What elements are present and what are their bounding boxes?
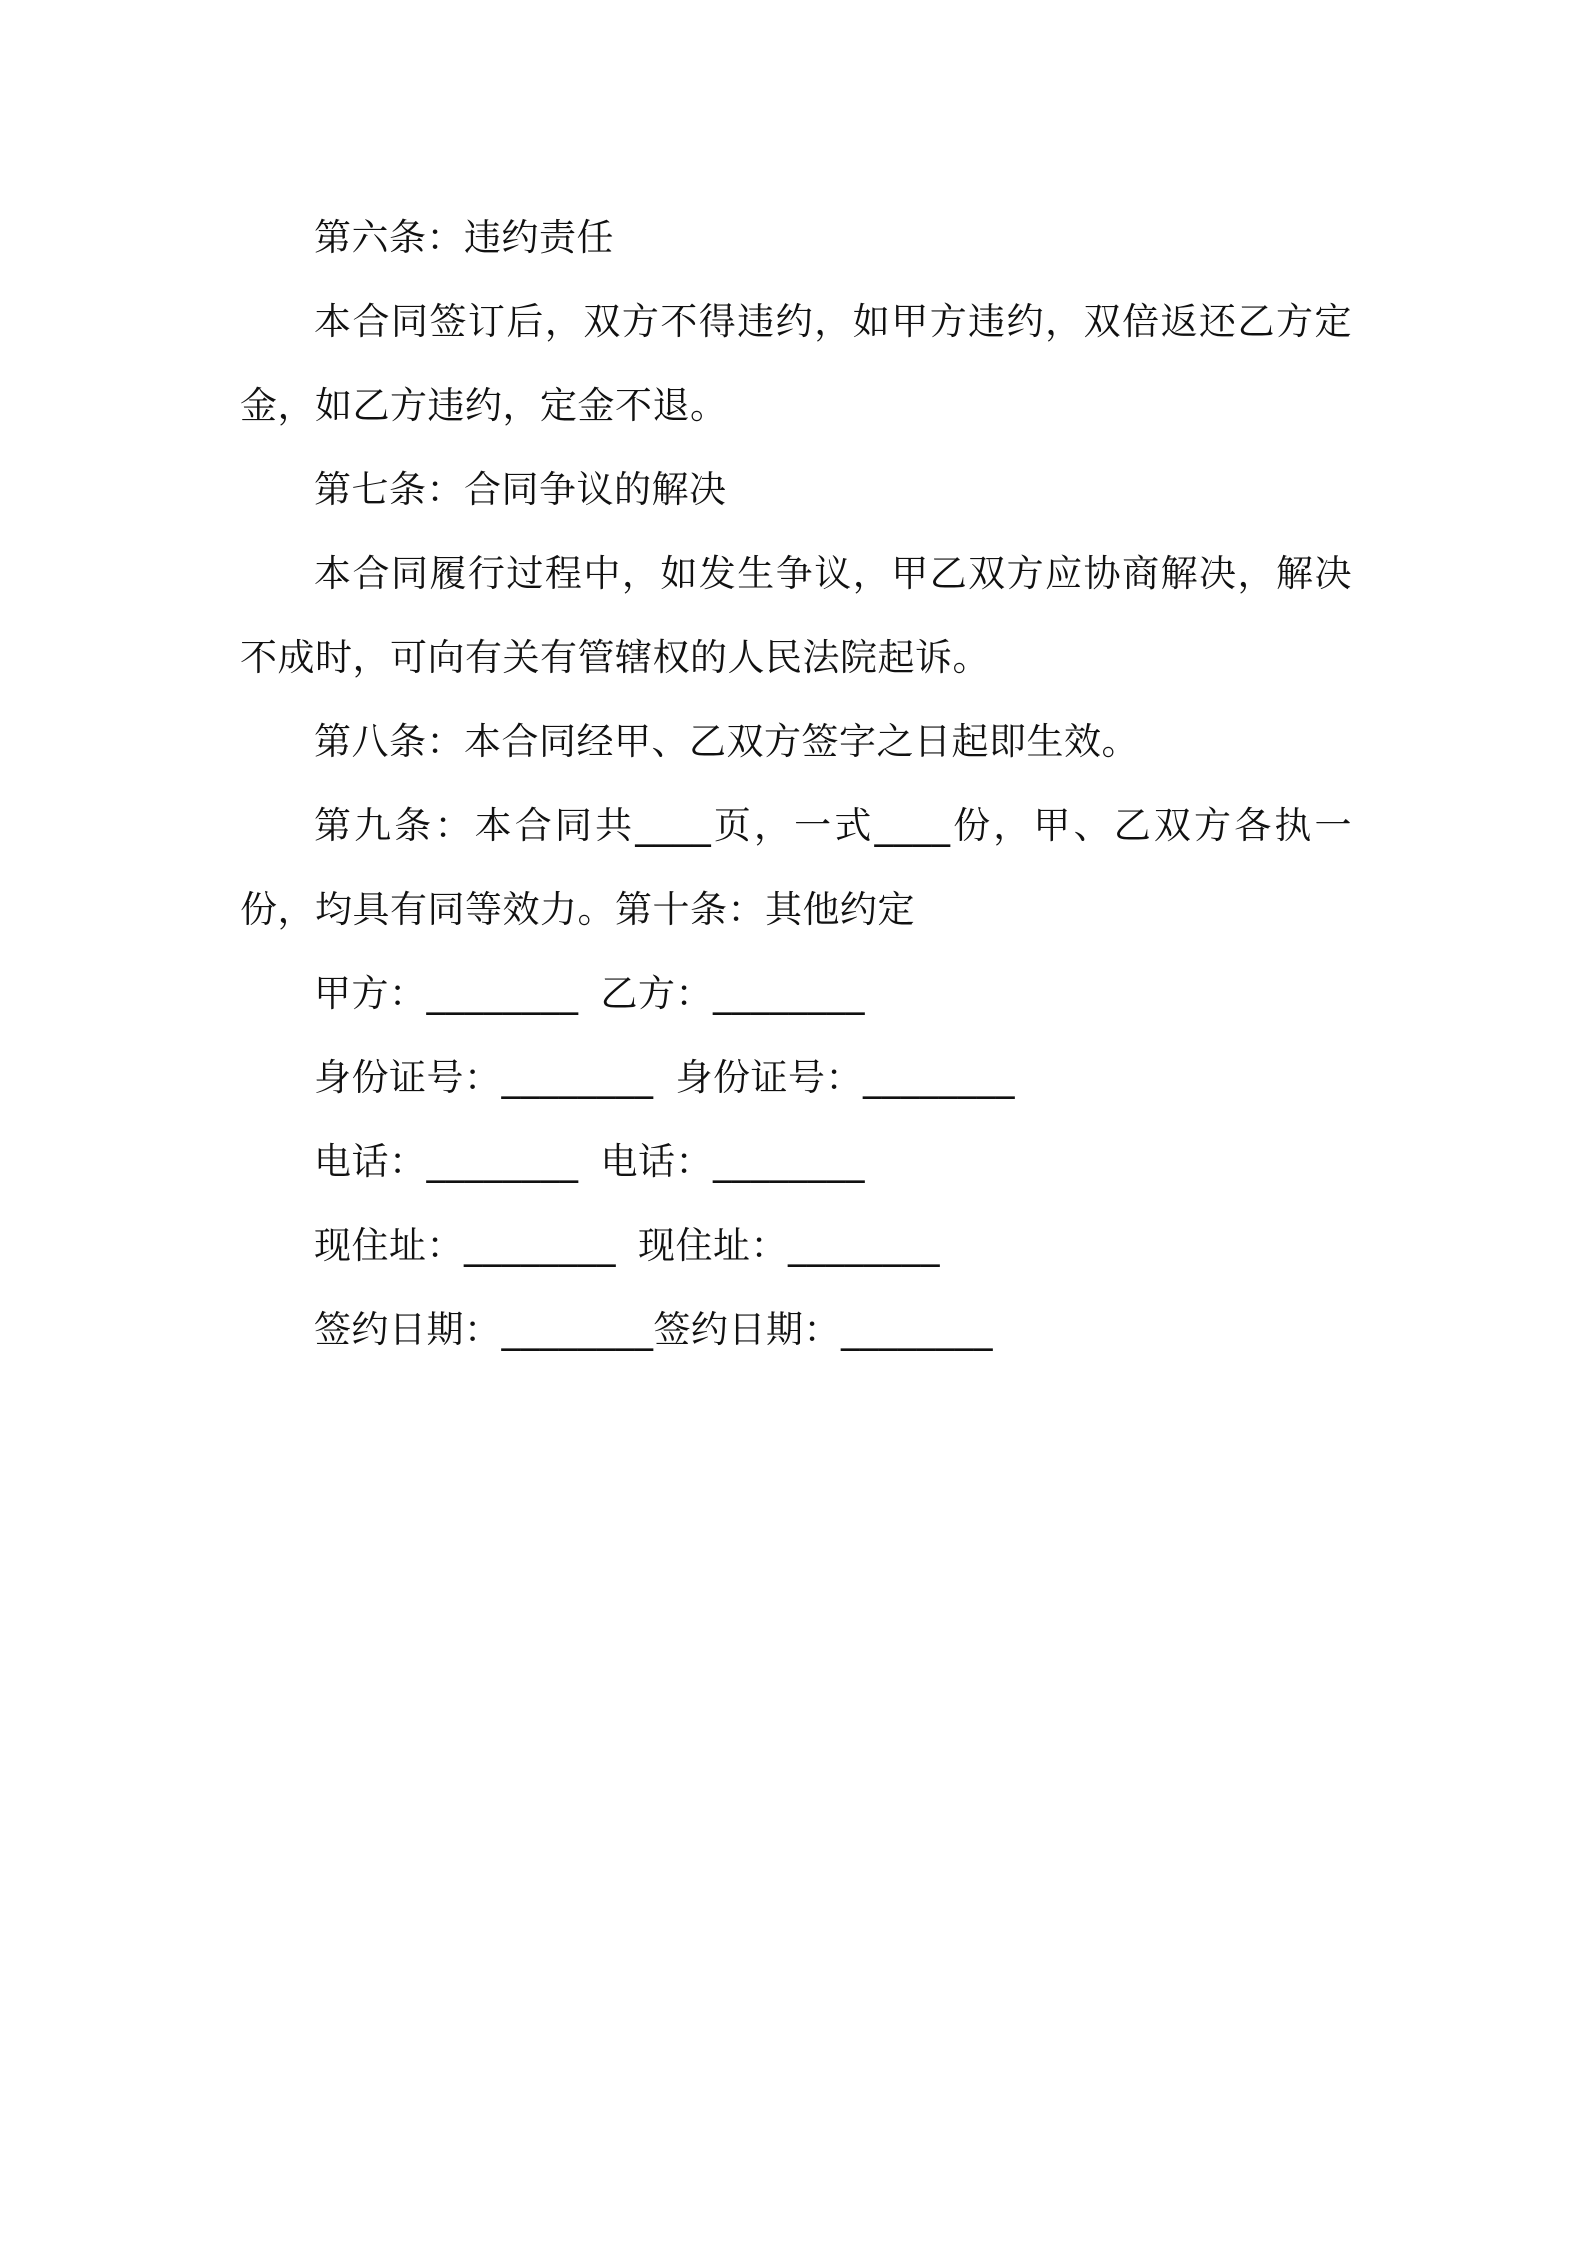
party-b-date-field: 签约日期：________ xyxy=(653,1308,993,1351)
signature-row-date xyxy=(240,1288,1352,1372)
article-8: 第八条：本合同经甲、乙双方签字之日起即生效。 xyxy=(314,720,1139,763)
article-6-body: 本合同签订后，双方不得违约，如甲方违约，双倍返还乙方定金，如乙方违约，定金不退。 xyxy=(240,300,1352,427)
party-a-id-field: 身份证号：________ xyxy=(314,1056,654,1099)
signature-row-id xyxy=(240,1036,1352,1120)
party-a-field: 甲方：________ xyxy=(314,972,579,1015)
party-a-date-field: 签约日期：________ xyxy=(314,1308,654,1351)
article-7-heading: 第七条：合同争议的解决 xyxy=(314,468,727,511)
document-body xyxy=(240,196,1352,1372)
party-b-field: 乙方：________ xyxy=(600,972,865,1015)
party-b-id-field: 身份证号：________ xyxy=(675,1056,1015,1099)
party-b-address-field: 现住址：________ xyxy=(638,1224,940,1267)
signature-row-phone xyxy=(240,1120,1352,1204)
signature-row-party xyxy=(240,952,1352,1036)
article-6-heading: 第六条：违约责任 xyxy=(314,216,614,259)
article-7-body: 本合同履行过程中，如发生争议，甲乙双方应协商解决，解决不成时，可向有关有管辖权的人民法院起诉。 xyxy=(240,552,1352,679)
party-a-address-field: 现住址：________ xyxy=(314,1224,616,1267)
party-b-phone-field: 电话：________ xyxy=(600,1140,865,1183)
article-9: 第九条：本合同共____页，一式____份，甲、乙双方各执一份，均具有同等效力。第十条：其他约定 xyxy=(240,804,1352,931)
signature-row-address xyxy=(240,1204,1352,1288)
party-a-phone-field: 电话：________ xyxy=(314,1140,579,1183)
